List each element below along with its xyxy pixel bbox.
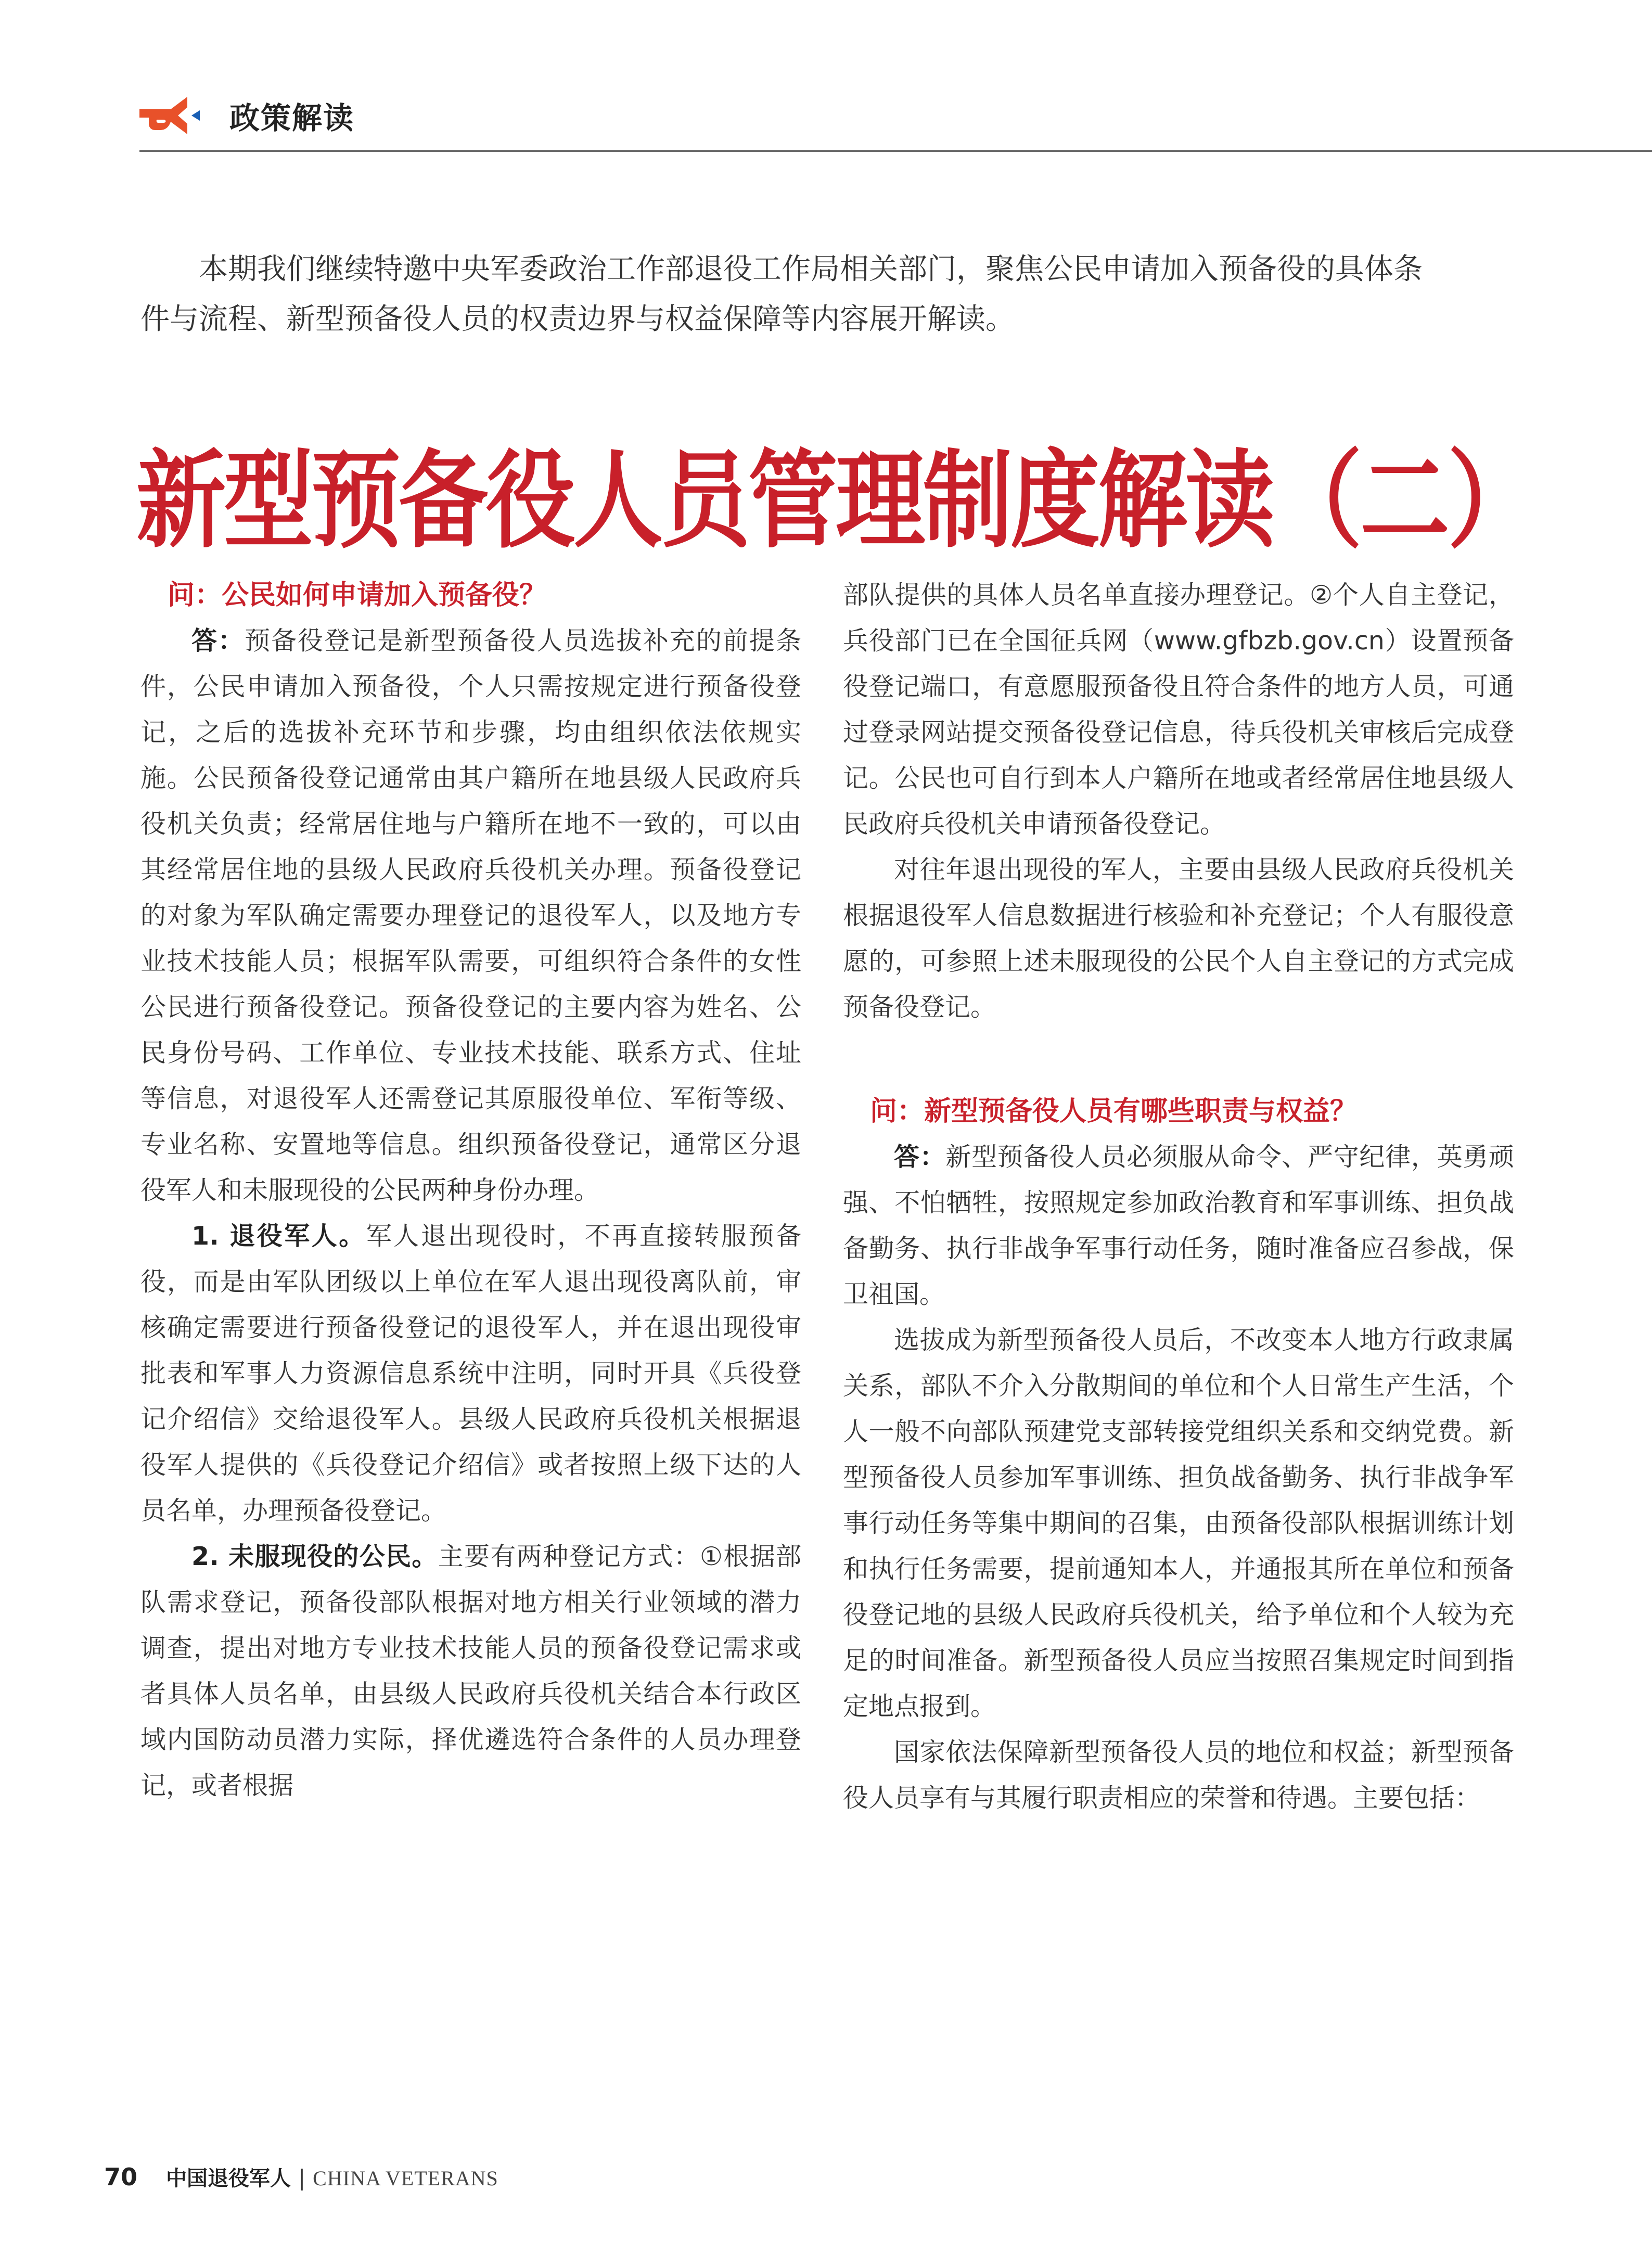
magazine-name-cn: 中国退役军人	[166, 2167, 291, 2190]
point-1	[140, 1213, 801, 1534]
paragraph-selection: 选拔成为新型预备役人员后，不改变本人地方行政隶属关系，部队不介入分散期间的单位和个人日常生产生活，个人一般不向部队预建党支部转接党组织关系和交纳党费。新型预备役人员参加军事训练、担负战备勤务、执行非战争军事行动任务等集中期间的召集，由预备役部队根据训练计划和执行任务需要，提前通知本人，并通报其所在单位和预备役登记地的县级人民政府兵役机关，给予单位和个人较为充足的时间准备。新型预备役人员应当按照召集规定时间到指定地点报到。	[843, 1325, 1514, 1721]
point-1-label: 1. 退役军人。	[191, 1221, 366, 1251]
point-2-text: 主要有两种登记方式：①根据部队需求登记，预备役部队根据对地方相关行业领域的潜力调查，提出对地方专业技术技能人员的预备役登记需求或者具体人员名单，由县级人民政府兵役机关结合本行政区域内国防动员潜力实际，择优遴选符合条件的人员办理登记，或者根据	[140, 1542, 801, 1800]
section-header	[139, 89, 354, 142]
column-right	[843, 572, 1514, 1821]
footer-separator: |	[298, 2165, 306, 2190]
magazine-logo-icon	[139, 97, 201, 134]
answer-1-label: 答：	[191, 626, 245, 656]
point-2-continued: 部队提供的具体人员名单直接办理登记。②个人自主登记，兵役部门已在全国征兵网（www.gfbzb.gov.cn）设置预备役登记端口，有意愿服预备役且符合条件的地方人员，可通过登录网站提交预备役登记信息，待兵役机关审核后完成登记。公民也可自行到本人户籍所在地或者经常居住地县级人民政府兵役机关申请预备役登记。	[843, 580, 1514, 839]
header-divider	[139, 150, 1652, 152]
page-footer	[104, 2162, 498, 2192]
intro-text: 本期我们继续特邀中央军委政治工作部退役工作局相关部门，聚焦公民申请加入预备役的具体条件与流程、新型预备役人员的权责边界与权益保障等内容展开解读。	[140, 252, 1423, 336]
question-2-heading: 问：新型预备役人员有哪些职责与权益？	[870, 1096, 1358, 1127]
page-number: 70	[104, 2163, 138, 2191]
paragraph-rights: 国家依法保障新型预备役人员的地位和权益；新型预备役人员享有与其履行职责相应的荣誉和待遇。主要包括：	[843, 1737, 1514, 1813]
paragraph-former-soldiers: 对往年退出现役的军人，主要由县级人民政府兵役机关根据退役军人信息数据进行核验和补充登记；个人有服役意愿的，可参照上述未服现役的公民个人自主登记的方式完成预备役登记。	[843, 855, 1514, 1022]
answer-2	[843, 1134, 1514, 1317]
point-1-text: 军人退出现役时，不再直接转服预备役，而是由军队团级以上单位在军人退出现役离队前，审核确定需要进行预备役登记的退役军人，并在退出现役审批表和军事人力资源信息系统中注明，同时开具《兵役登记介绍信》交给退役军人。县级人民政府兵役机关根据退役军人提供的《兵役登记介绍信》或者按照上级下达的人员名单，办理预备役登记。	[140, 1221, 801, 1526]
answer-2-label: 答：	[894, 1142, 946, 1172]
intro-paragraph	[140, 245, 1441, 344]
point-2-label: 2. 未服现役的公民。	[191, 1542, 438, 1571]
point-2	[140, 1534, 801, 1809]
column-left	[140, 572, 801, 1809]
magazine-name-en: CHINA VETERANS	[313, 2167, 498, 2190]
answer-2-text: 新型预备役人员必须服从命令、严守纪律，英勇顽强、不怕牺牲，按照规定参加政治教育和军事训练、担负战备勤务、执行非战争军事行动任务，随时准备应召参战，保卫祖国。	[843, 1142, 1514, 1309]
answer-1	[140, 618, 801, 1213]
article-title: 新型预备役人员管理制度解读（二）	[136, 438, 1535, 562]
answer-1-text: 预备役登记是新型预备役人员选拔补充的前提条件，公民申请加入预备役，个人只需按规定进行预备役登记，之后的选拔补充环节和步骤，均由组织依法依规实施。公民预备役登记通常由其户籍所在地县级人民政府兵役机关负责；经常居住地与户籍所在地不一致的，可以由其经常居住地的县级人民政府兵役机关办理。预备役登记的对象为军队确定需要办理登记的退役军人，以及地方专业技术技能人员；根据军队需要，可组织符合条件的女性公民进行预备役登记。预备役登记的主要内容为姓名、公民身份号码、工作单位、专业技术技能、联系方式、住址等信息，对退役军人还需登记其原服役单位、军衔等级、专业名称、安置地等信息。组织预备役登记，通常区分退役军人和未服现役的公民两种身份办理。	[140, 626, 801, 1205]
question-1-heading: 问：公民如何申请加入预备役？	[168, 580, 547, 611]
section-label: 政策解读	[229, 100, 355, 136]
